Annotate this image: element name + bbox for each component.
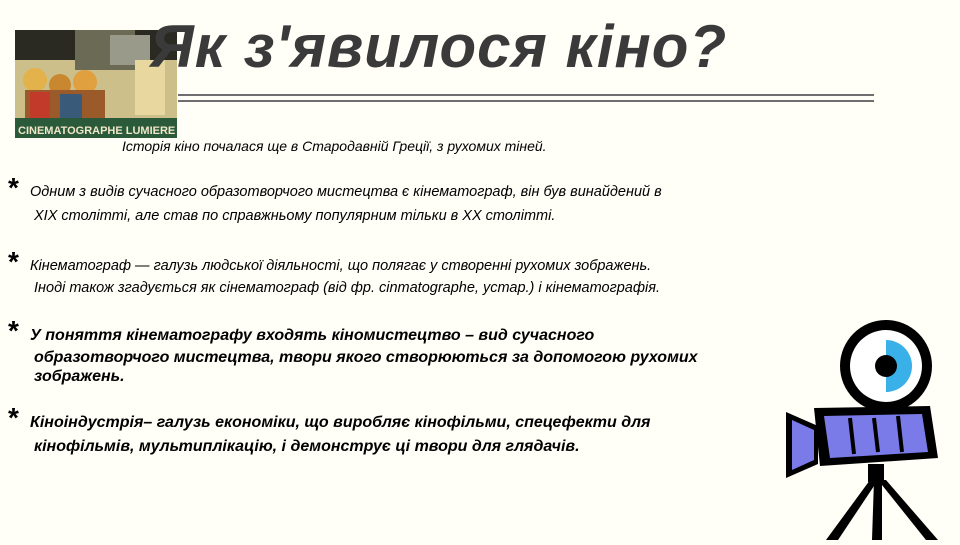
title-rule-top [178, 94, 874, 96]
page-title: Як з'явилося кіно? [150, 13, 728, 80]
poster-caption: CINEMATOGRAPHE LUMIERE [18, 125, 176, 137]
film-camera-icon [778, 320, 958, 545]
bullet-marker: * [8, 315, 19, 346]
title-rule-bottom [178, 100, 874, 102]
bullet-marker: * [8, 172, 19, 203]
bullet-line: XIX столітті, але став по справжньому популярним тільки в XX столітті. [34, 208, 556, 224]
bullet-line: Іноді також згадується як сінематограф (від фр. cinmatographe, устар.) і кінематографія. [34, 280, 660, 296]
bullet-marker: * [8, 246, 19, 277]
bullet-line: Кіноіндустрія– галузь економіки, що виробляє кінофільми, спецефекти для [30, 414, 651, 431]
bullet-line: Кінематограф — галузь людської діяльності, що полягає у створенні рухомих зображень. [30, 258, 652, 274]
bullet-line: Одним з видів сучасного образотворчого мистецтва є кінематограф, він був винайдений в [30, 184, 662, 200]
bullet-marker: * [8, 402, 19, 433]
bullet-line: образотворчого мистецтва, твори якого створюються за допомогою рухомих [34, 349, 698, 366]
intro-text: Історія кіно почалася ще в Стародавній Греції, з рухомих тіней. [122, 138, 547, 154]
bullet-line: У поняття кінематографу входять кіномистецтво – вид сучасного [30, 327, 595, 344]
bullet-line: кінофільмів, мультиплікацію, і демонструє ці твори для глядачів. [34, 438, 580, 455]
bullet-line: зображень. [34, 368, 125, 385]
